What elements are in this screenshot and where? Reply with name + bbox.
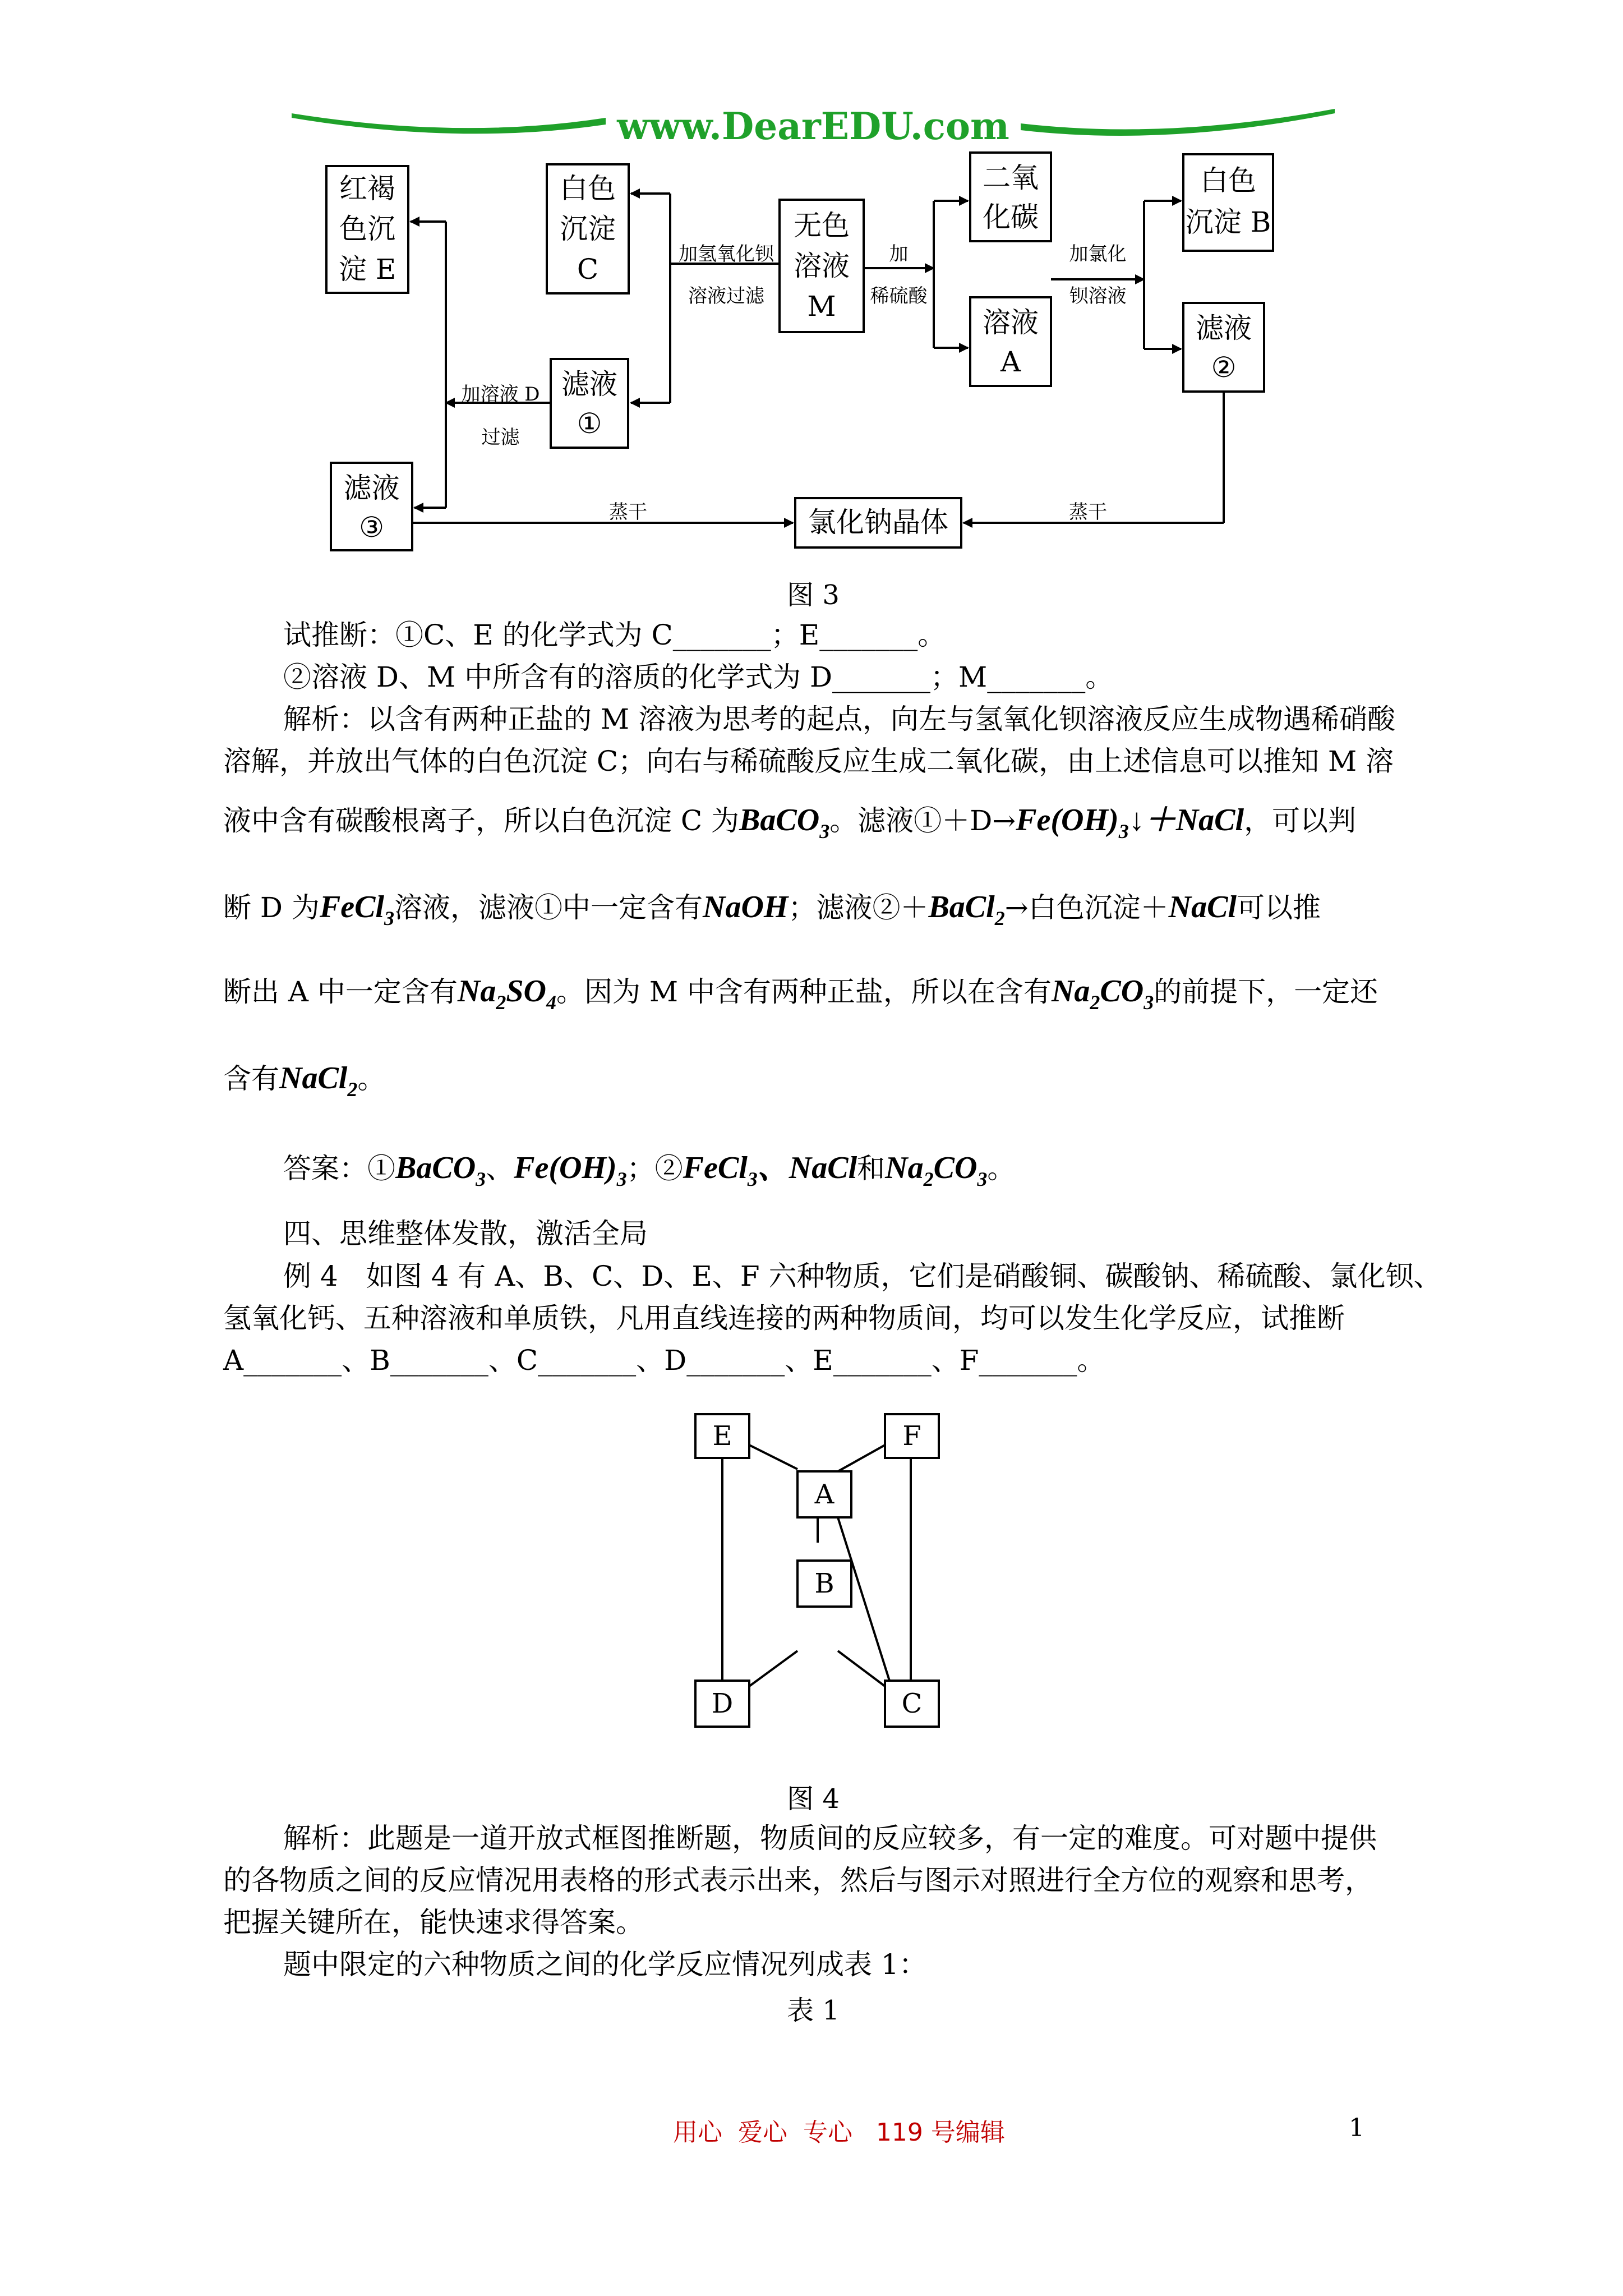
answer-line: [283, 1147, 1015, 1200]
text-segment: 。因为 M 中含有两种正盐，所以在含有: [556, 976, 1052, 1008]
text-segment: 液中含有碳酸根离子，所以白色沉淀 C 为: [223, 804, 740, 837]
node-b: B: [814, 1568, 834, 1599]
analysis-1-line-4: [223, 886, 1321, 939]
analysis-1-line-5: [223, 970, 1378, 1023]
label-add-barium-hydroxide: 加氢氧化钡: [679, 243, 774, 265]
box-solution-m: 无色 溶液 M: [794, 209, 850, 323]
formula-nacl: NaCl: [1168, 890, 1237, 924]
formula-na2co3: $Na_2CO_3$: [1051, 974, 1154, 1014]
box-solution-a: 溶液 A: [983, 306, 1039, 378]
node-f: F: [902, 1420, 921, 1452]
formula-fecl3: FeCl$_3$: [319, 890, 394, 930]
text-segment: →白色沉淀＋: [1004, 891, 1169, 924]
formula-bacl2: BaCl$_2$: [928, 890, 1005, 930]
node-a: A: [814, 1479, 834, 1510]
answer-formula-fecl3-nacl: FeCl$_3$、NaCl: [683, 1151, 857, 1190]
text-segment: 、: [486, 1152, 514, 1185]
analysis-2-line-3: 把握关键所在，能快速求得答案。: [223, 1906, 644, 1939]
text-segment: ，可以判: [1244, 804, 1357, 837]
label-evaporate-left: 蒸干: [609, 501, 647, 523]
box-filtrate-1: 滤液 ①: [561, 368, 617, 440]
box-precipitate-c: 白色 沉淀 C: [560, 172, 616, 286]
analysis-2-line-1: 解析：此题是一道开放式框图推断题，物质间的反应较多，有一定的难度。可对题中提供: [283, 1822, 1377, 1855]
text-segment: 可以推: [1236, 891, 1321, 924]
text-segment: 。: [357, 1062, 386, 1095]
text-segment: ；②: [626, 1152, 683, 1185]
figure-4: [673, 1402, 953, 1767]
analysis-1-line-2: 溶解，并放出气体的白色沉淀 C；向右与稀硫酸反应生成二氧化碳，由上述信息可以推知 M 溶: [223, 745, 1394, 777]
table-1-caption: 表 1: [787, 1995, 840, 2026]
box-filtrate-2: 滤液 ②: [1196, 312, 1252, 384]
site-logo-text: www.DearEDU.com: [617, 104, 1009, 148]
label-filter: 过滤: [481, 426, 520, 449]
answer-formula-feoh3: $Fe(OH)_3$: [514, 1151, 627, 1190]
label-add-barium-chloride: 加氯化: [1069, 243, 1127, 265]
box-precipitate-b: 白色 沉淀 B: [1185, 164, 1271, 238]
node-d: D: [711, 1688, 734, 1719]
analysis-2-line-2: 的各物质之间的反应情况用表格的形式表示出来，然后与图示对照进行全方位的观察和思考，: [223, 1864, 1373, 1897]
page-number: 1: [1349, 2114, 1364, 2142]
text-segment: ；滤液②＋: [788, 891, 929, 924]
formula-na2so4: $Na_2SO_4$: [457, 974, 556, 1014]
figure-4-caption: 图 4: [787, 1783, 840, 1815]
label-evaporate-right: 蒸干: [1069, 501, 1107, 523]
formula-naoh: NaOH: [703, 890, 789, 924]
text-segment: 的前提下，一定还: [1154, 976, 1378, 1008]
answer-formula-baco3: BaCO$_3$: [395, 1151, 486, 1190]
figure-3-caption: 图 3: [787, 579, 840, 611]
formula-baco3: BaCO$_3$: [739, 803, 830, 843]
example-4-line-2: 氢氧化钙、五种溶液和单质铁，凡用直线连接的两种物质间，均可以发生化学反应，试推断: [223, 1302, 1345, 1335]
text-segment: 溶液，滤液①中一定含有: [394, 891, 703, 924]
text-segment: 。滤液①＋D→: [829, 804, 1016, 837]
question-1: 试推断：①C、E 的化学式为 C_______；E_______。: [283, 619, 946, 651]
label-add: 加: [889, 243, 909, 265]
analysis-2-line-4: 题中限定的六种物质之间的化学反应情况列成表 1：: [283, 1948, 927, 1981]
label-dilute-sulfuric-acid: 稀硫酸: [870, 285, 928, 307]
formula-feoh3: $Fe(OH)_3↓+NaCl$: [1016, 803, 1244, 843]
footer-text: 用心 爱心 专心 119 号编辑: [673, 2118, 1005, 2147]
box-filtrate-3: 滤液 ③: [343, 472, 400, 544]
box-sodium-chloride-crystal: 氯化钠晶体: [808, 506, 948, 539]
text-segment: 断出 A 中一定含有: [223, 976, 458, 1008]
label-solution-filter: 溶液过滤: [688, 285, 764, 307]
node-e: E: [712, 1420, 732, 1452]
section-heading-4: 四、思维整体发散，激活全局: [283, 1217, 648, 1250]
analysis-1-line-1: 解析：以含有两种正盐的 M 溶液为思考的起点，向左与氢氧化钡溶液反应生成物遇稀硝酸: [283, 703, 1395, 735]
analysis-1-line-6: [223, 1057, 385, 1110]
label-barium-solution: 钡溶液: [1069, 285, 1127, 307]
question-2: ②溶液 D、M 中所含有的溶质的化学式为 D_______；M_______。: [283, 661, 1114, 693]
example-4-line-3: A_______、B_______、C_______、D_______、E_______、F_______。: [223, 1344, 1105, 1377]
text-segment: 断 D 为: [223, 891, 320, 924]
text-segment: 。: [987, 1152, 1016, 1185]
node-c: C: [901, 1688, 923, 1719]
answer-formula-na2co3: $Na_2CO_3$: [885, 1151, 988, 1190]
label-add-solution-d: 加溶液 D: [461, 383, 540, 406]
box-precipitate-e: 红褐 色沉 淀 E: [338, 172, 396, 286]
figure-3: [0, 0, 1623, 611]
formula-nacl2: NaCl$_2$: [279, 1061, 358, 1101]
analysis-1-line-3: [223, 799, 1356, 852]
example-4-line-1: 例 4 如图 4 有 A、B、C、D、E、F 六种物质，它们是硝酸铜、碳酸钠、稀硫酸、氯化钡、: [283, 1260, 1442, 1292]
text-segment: 含有: [223, 1062, 279, 1095]
text-segment: 和: [857, 1152, 886, 1185]
text-segment: 答案：①: [283, 1152, 395, 1185]
box-carbon-dioxide: 二氧 化碳: [983, 162, 1039, 233]
